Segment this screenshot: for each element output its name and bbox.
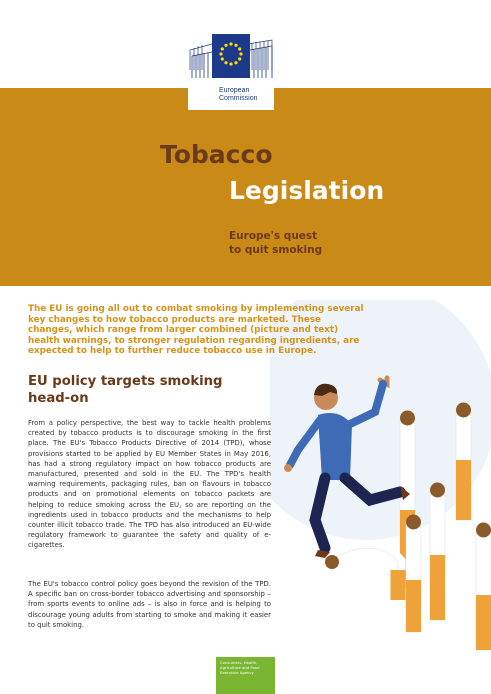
section-heading-line2: head-on xyxy=(28,391,89,406)
organisation-name-line2: Commission xyxy=(219,95,258,102)
subtitle-line1: Europe's quest xyxy=(229,230,318,242)
agency-badge-line1: Consumers, Health, xyxy=(220,660,258,665)
body-paragraph-2: The EU's tobacco control policy goes beyond the revision of the TPD. A specific ban on cross-border tobacco advertising and sponsorship – from sports events to online ads – is also in force and is helping to discourage young adults from starting to smoke and making it easier to quit smoking. xyxy=(28,580,271,629)
body-paragraph-1: From a policy perspective, the best way to tackle health problems created by tobacco products is to discourage smoking in the first place. The EU's Tobacco Products Directive of 2014 (TPD), whose provisions started to be applied by EU Member States in May 2016, has had a strong regulatory impact on how tobacco products are manufactured, presented and sold in the EU. The TPD's health warning requirements, packaging rules, ban on flavours in tobacco products and on promotional elements on tobacco packets are helping to reduce smoking across the EU, so are reporting on the ingredients used in tobacco products and the mechanisms to help counter illicit tobacco trade. The TPD has also introduced an EU-wide regulatory framework to guarantee the safety and quality of e-cigarettes. xyxy=(28,419,271,550)
section-heading-line1: EU policy targets smoking xyxy=(28,374,223,389)
agency-badge xyxy=(216,657,275,694)
agency-badge-line3: Executive Agency xyxy=(220,670,254,675)
berlaymont-building-icon xyxy=(188,40,274,80)
subtitle-line2: to quit smoking xyxy=(229,244,323,256)
title-line2: Legislation xyxy=(229,176,385,205)
intro-paragraph: The EU is going all out to combat smoking by implementing several key changes to how tobacco products are marketed. These changes, which range from larger combined (picture and text) health warnings, to stronger regulation regarding ingredients, are expected to help to further reduce tobacco use in Europe. xyxy=(28,304,364,357)
illustration-man-jumping-cigarettes xyxy=(270,300,491,694)
organisation-name xyxy=(219,87,258,103)
agency-badge-line2: Agriculture and Food xyxy=(220,665,260,670)
organisation-name-line1: European xyxy=(219,87,250,94)
title-line1: Tobacco xyxy=(160,140,273,169)
